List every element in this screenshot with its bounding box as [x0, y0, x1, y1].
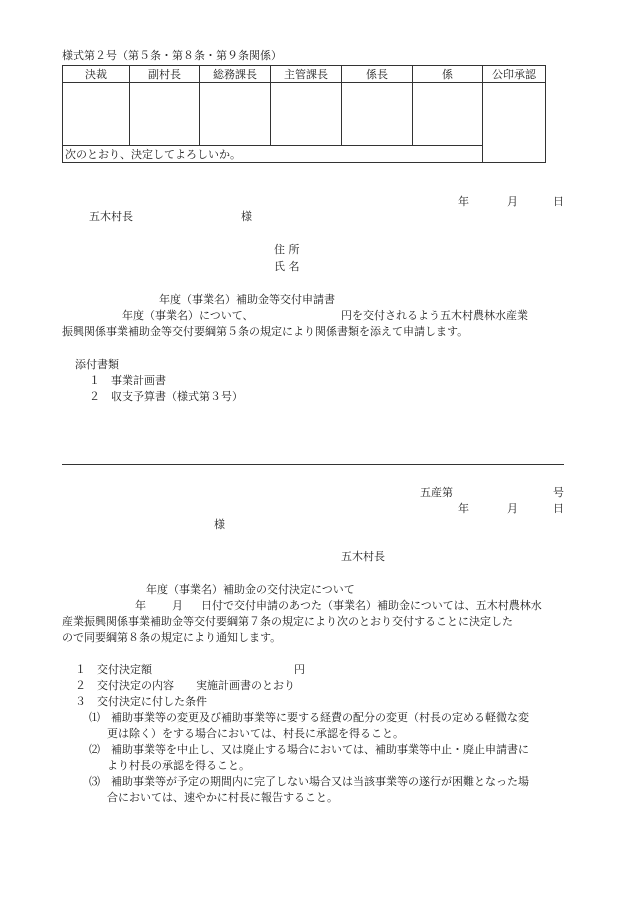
condition-3-line2: 合においては、速やかに村長に報告すること。 — [107, 791, 338, 804]
decision-item3: ３ 交付決定に付した条件 — [75, 695, 207, 708]
approval-header-cell: 係長 — [342, 66, 413, 83]
decision-date-year: 年 — [458, 502, 469, 515]
condition-2-line1: ⑵ 補助事業等を中止し、又は廃止する場合においては、補助事業等中止・廃止申請書に — [89, 743, 529, 756]
stamp-box[interactable] — [413, 83, 483, 146]
decision-body-year: 年 — [135, 599, 146, 612]
decision-body-line1: 日付で交付申請のあつた（事業名）補助金については、五木村農林水 — [201, 599, 542, 612]
decision-title: 年度（事業名）補助金の交付決定について — [146, 583, 355, 596]
approval-stamp-row — [63, 83, 546, 146]
attachments-heading: 添付書類 — [75, 358, 119, 371]
decision-body-month: 月 — [172, 599, 183, 612]
stamp-box[interactable] — [130, 83, 200, 146]
attachment-item: ２ 収支予算書（様式第３号） — [89, 390, 243, 403]
stamp-box[interactable] — [271, 83, 342, 146]
section-divider — [62, 464, 564, 465]
condition-3-line1: ⑶ 補助事業等が予定の期間内に完了しない場合又は当該事業等の遂行が困難となった場 — [89, 775, 529, 788]
app-title: 年度（事業名）補助金等交付申請書 — [159, 293, 335, 306]
decision-date-month: 月 — [507, 502, 518, 515]
form-label: 様式第２号（第５条・第８条・第９条関係） — [62, 49, 282, 62]
approval-note-row — [63, 146, 546, 163]
decision-item1-yen: 円 — [294, 663, 305, 676]
stamp-box[interactable] — [63, 83, 130, 146]
approval-header-cell: 公印承認 — [483, 66, 546, 83]
app-body-line2: 振興関係事業補助金等交付要綱第５条の規定により関係書類を添えて申請します。 — [62, 325, 469, 338]
stamp-box[interactable] — [200, 83, 271, 146]
approval-header-cell: 総務課長 — [200, 66, 271, 83]
approval-header-row — [63, 66, 546, 83]
app-date-day: 日 — [553, 195, 564, 208]
approval-header-cell: 副村長 — [130, 66, 200, 83]
decision-body-line2: 産業振興関係事業補助金等交付要綱第７条の規定により次のとおり交付することに決定した — [62, 615, 513, 628]
condition-1-line1: ⑴ 補助事業等の変更及び補助事業等に要する経費の配分の変更（村長の定める軽微な変 — [89, 711, 529, 724]
decision-item2: ２ 交付決定の内容 実施計画書のとおり — [75, 679, 295, 692]
app-addressee: 五木村長 — [89, 210, 133, 223]
app-addressee-sama: 様 — [241, 210, 252, 223]
app-date-year: 年 — [458, 195, 469, 208]
decision-body-line3: ので同要綱第８条の規定により通知します。 — [62, 631, 282, 644]
app-body-line1-a: 年度（事業名）について、 — [122, 309, 254, 322]
decision-ref-suffix: 号 — [553, 486, 564, 499]
decision-date-day: 日 — [553, 502, 564, 515]
stamp-box[interactable] — [342, 83, 413, 146]
decision-item1: １ 交付決定額 — [75, 663, 152, 676]
approval-table — [62, 65, 546, 163]
decision-recipient-sama: 様 — [214, 518, 225, 531]
app-date-month: 月 — [507, 195, 518, 208]
approval-note: 次のとおり、決定してよろしいか。 — [63, 146, 483, 163]
app-body-line1-b: 円を交付されるよう五木村農林水産業 — [341, 309, 528, 322]
condition-2-line2: より村長の承認を得ること。 — [107, 759, 250, 772]
decision-issuer: 五木村長 — [341, 550, 385, 563]
app-name-label: 氏 名 — [274, 260, 300, 273]
approval-header-cell: 決裁 — [63, 66, 130, 83]
condition-1-line2: 更は除く）をする場合においては、村長に承認を得ること。 — [107, 727, 404, 740]
approval-header-cell: 主管課長 — [271, 66, 342, 83]
stamp-box-seal[interactable] — [483, 83, 546, 163]
app-address-label: 住 所 — [274, 243, 300, 256]
approval-header-cell: 係 — [413, 66, 483, 83]
decision-ref-prefix: 五産第 — [420, 486, 453, 499]
attachment-item: １ 事業計画書 — [89, 374, 166, 387]
